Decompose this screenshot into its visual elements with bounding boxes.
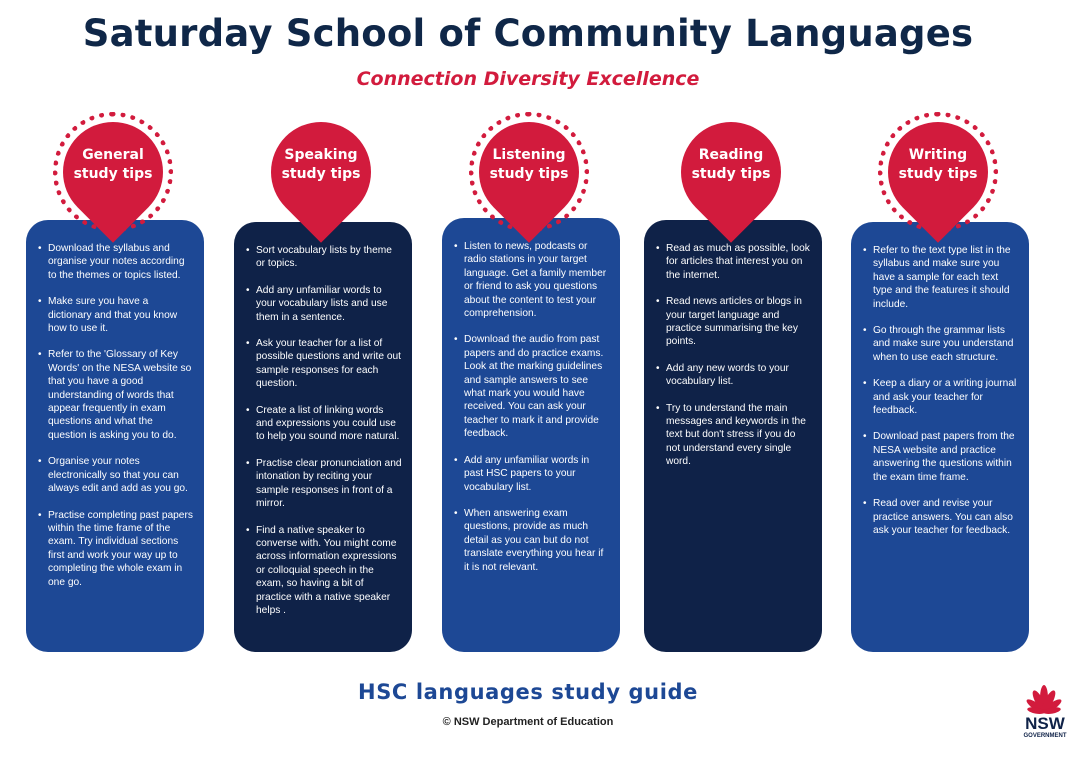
list-item: • Go through the grammar lists and make sure you understand when to use each structure. <box>873 324 1019 364</box>
tips-list <box>861 244 1019 537</box>
list-item: • Add any unfamiliar words to your vocabulary lists and use them in a sentence. <box>256 284 402 324</box>
badge-speaking <box>261 112 385 236</box>
badge-label-line2: study tips <box>281 166 361 182</box>
tips-card-speaking <box>234 222 412 652</box>
badge-writing <box>878 112 1002 236</box>
list-item: • Refer to the text type list in the syllabus and make sure you have a sample for each text type and the features it should include. <box>873 244 1019 311</box>
column-general <box>26 112 204 652</box>
tips-list <box>654 242 812 469</box>
list-item: • Practise completing past papers within the time frame of the exam. Try individual sections first and work your way up to completing the whole exam in one go. <box>48 509 194 589</box>
tips-card-general <box>26 220 204 652</box>
column-writing <box>851 112 1029 652</box>
list-item: • Add any unfamiliar words in past HSC papers to your vocabulary list. <box>464 454 610 494</box>
list-item: • Add any new words to your vocabulary list. <box>666 362 812 389</box>
page-title: Saturday School of Community Languages <box>82 12 974 55</box>
badge-label <box>681 146 781 184</box>
tips-list <box>36 242 194 589</box>
list-item: • Make sure you have a dictionary and that you know how to use it. <box>48 295 194 335</box>
list-item: • Create a list of linking words and expressions you could use to help you sound more natural. <box>256 404 402 444</box>
badge-label-line1: General <box>82 147 144 163</box>
badge-label-line2: study tips <box>489 166 569 182</box>
logo-nsw-text: NSW <box>1025 714 1065 733</box>
badge-label-line2: study tips <box>691 166 771 182</box>
list-item: • Keep a diary or a writing journal and ask your teacher for feedback. <box>873 377 1019 417</box>
tips-card-listening <box>442 218 620 652</box>
tips-list <box>452 240 610 574</box>
badge-label-line1: Speaking <box>284 147 358 163</box>
list-item: • Listen to news, podcasts or radio stations in your target language. Get a family member or friend to ask you questions about the content to test your comprehension. <box>464 240 610 320</box>
list-item: • Download the syllabus and organise your notes according to the themes or topics listed. <box>48 242 194 282</box>
footer-copyright: © NSW Department of Education <box>442 716 614 728</box>
badge-label <box>479 146 579 184</box>
tips-list <box>244 244 402 617</box>
badge-label <box>271 146 371 184</box>
list-item: • Sort vocabulary lists by theme or topics. <box>256 244 402 271</box>
list-item: • Refer to the 'Glossary of Key Words' on the NESA website so that you have a good understanding of words that appear frequently in exam questions and what the question is asking you to do. <box>48 348 194 442</box>
footer-title: HSC languages study guide <box>358 680 698 704</box>
list-item: • Read news articles or blogs in your target language and practice summarising the key points. <box>666 295 812 349</box>
tips-card-reading <box>644 220 822 652</box>
badge-label-line1: Reading <box>698 147 764 163</box>
list-item: • Practise clear pronunciation and intonation by reciting your sample responses in front of a mirror. <box>256 457 402 511</box>
column-speaking <box>234 112 412 652</box>
list-item: • Find a native speaker to converse with. You might come across information expressions or colloquial speech in the exam, so having a bit of practice with a native speaker helps . <box>256 524 402 618</box>
column-reading <box>644 112 822 652</box>
list-item: • Try to understand the main messages and keywords in the text but don't stress if you do not understand every single word. <box>666 402 812 469</box>
tips-card-writing <box>851 222 1029 652</box>
logo-government-text: GOVERNMENT <box>1023 733 1067 739</box>
badge-listening <box>469 112 593 236</box>
list-item: • Ask your teacher for a list of possible questions and write out sample responses for each question. <box>256 337 402 391</box>
badge-label-line2: study tips <box>73 166 153 182</box>
page-subtitle: Connection Diversity Excellence <box>356 68 700 90</box>
badge-label-line1: Listening <box>492 147 566 163</box>
column-listening <box>442 112 620 652</box>
list-item: • Read over and revise your practice answers. You can also ask your teacher for feedback. <box>873 497 1019 537</box>
badge-general <box>53 112 177 236</box>
badge-label <box>888 146 988 184</box>
badge-label-line2: study tips <box>898 166 978 182</box>
list-item: • When answering exam questions, provide as much detail as you can but do not translate everything you hear if it is not relevant. <box>464 507 610 574</box>
list-item: • Download the audio from past papers and do practice exams. Look at the marking guidelines and sample answers to see what mark you would have received. You can ask your teacher to mark it and provide feedback. <box>464 333 610 440</box>
list-item: • Download past papers from the NESA website and practice answering the questions within the exam time frame. <box>873 430 1019 484</box>
list-item: • Read as much as possible, look for articles that interest you on the internet. <box>666 242 812 282</box>
badge-label <box>63 146 163 184</box>
badge-reading <box>671 112 795 236</box>
list-item: • Organise your notes electronically so that you can always edit and add as you go. <box>48 455 194 495</box>
badge-label-line1: Writing <box>908 147 968 163</box>
